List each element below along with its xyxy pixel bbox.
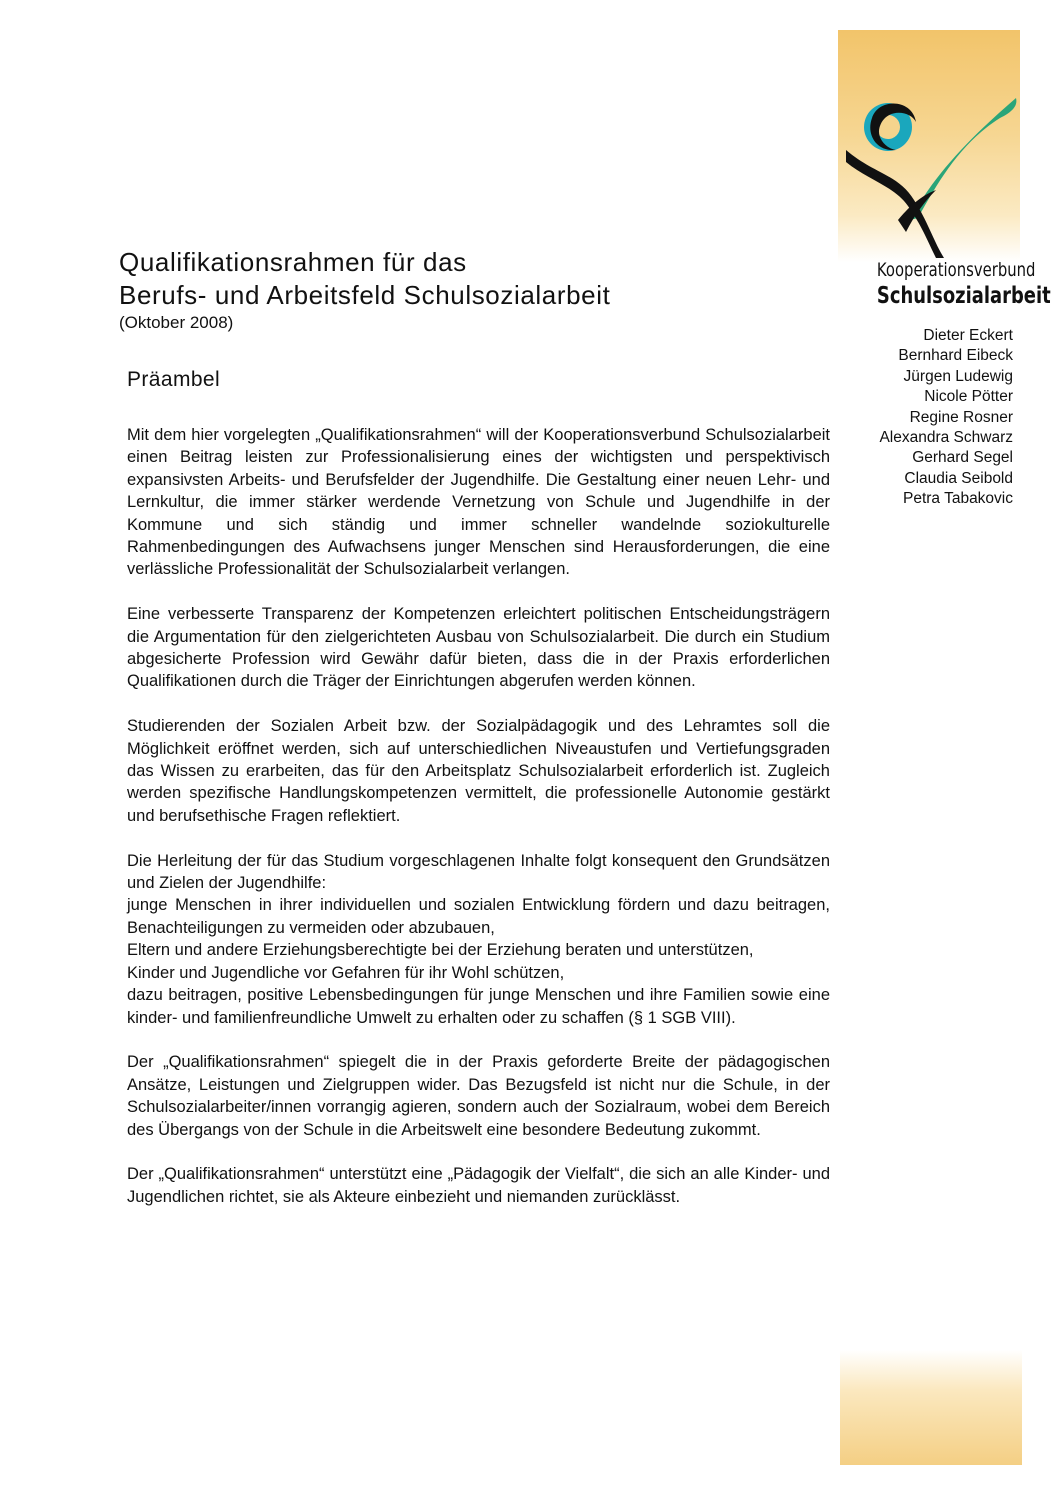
goal-item: junge Menschen in ihrer individuellen und sozialen Entwicklung fördern und dazu beitragen, Benachteiligungen zu vermeiden oder abzubauen, <box>127 896 830 937</box>
author-name: Nicole Pötter <box>924 388 1013 406</box>
brand-line-kooperationsverbund: Kooperationsverbund <box>876 259 1036 281</box>
goal-item: dazu beitragen, positive Lebensbedingungen für junge Menschen und ihre Familien sowie eine kinder- und familienfreundliche Umwelt zu erhalten oder zu schaffen (§ 1 SGB VIII). <box>127 986 830 1027</box>
footer-background-band <box>840 1350 1022 1465</box>
document-date: (Oktober 2008) <box>119 313 234 332</box>
author-list <box>832 326 1013 510</box>
document-body <box>127 424 830 1231</box>
author-name: Dieter Eckert <box>923 327 1013 344</box>
author-name: Alexandra Schwarz <box>879 429 1013 447</box>
goals-intro: Die Herleitung der für das Studium vorgeschlagenen Inhalte folgt konsequent den Grundsätzen und Zielen der Jugendhilfe: <box>127 851 830 893</box>
author-name: Bernhard Eibeck <box>898 347 1013 365</box>
brand-line-schulsozialarbeit: Schulsozialarbeit <box>876 283 1051 309</box>
paragraph: Der „Qualifikationsrahmen“ spiegelt die in der Praxis geforderte Breite der pädagogischen Ansätze, Leistungen und Zielgruppen wider. Das Bezugsfeld ist nicht nur die Schule, in der Schulsozialarbeiter/innen vorrangig agieren, sondern auch der Sozialraum, wobei dem Bereich des Übergangs von der Schule in die Arbeitswelt eine besondere Bedeutung zukommt. <box>127 1053 830 1139</box>
document-title <box>119 246 610 312</box>
paragraph: Der „Qualifikationsrahmen“ unterstützt eine „Pädagogik der Vielfalt“, die sich an alle Kinder- und Jugendlichen richtet, sie als Akteure einbezieht und niemanden zurücklässt. <box>127 1165 830 1206</box>
author-name: Regine Rosner <box>909 408 1013 426</box>
section-heading: Präambel <box>127 368 221 391</box>
author-name: Petra Tabakovic <box>903 490 1013 508</box>
paragraph: Studierenden der Sozialen Arbeit bzw. der Sozialpädagogik und des Lehramtes soll die Möglichkeit eröffnet werden, sich auf unterschiedlichen Niveaustufen und Vertiefungsgraden das Wissen zu erarbeiten, das für den Arbeitsplatz Schulsozialarbeit erforderlich ist. Zugleich werden spezifische Handlungskompetenzen vermittelt, die professionelle Autonomie gestärkt und berufsethische Fragen reflektiert. <box>127 717 830 825</box>
figure-swirl-icon <box>840 70 1020 260</box>
author-name: Gerhard Segel <box>912 449 1013 467</box>
author-name: Claudia Seibold <box>904 469 1013 487</box>
title-line-1: Qualifikationsrahmen für das <box>119 247 467 277</box>
paragraph: Eine verbesserte Transparenz der Kompetenzen erleichtert politischen Entscheidungsträgern die Argumentation für den zielgerichteten Ausbau von Schulsozialarbeit. Die durch ein Studium abgesicherte Profession wird Gewähr dafür bieten, dass die in der Praxis erforderlichen Qualifikationen durch die Träger der Einrichtungen abgerufen werden können. <box>127 605 830 691</box>
author-name: Jürgen Ludewig <box>903 367 1013 385</box>
goal-item: Eltern und andere Erziehungsberechtigte bei der Erziehung beraten und unterstützen, <box>127 941 754 960</box>
goals-block <box>127 850 830 1029</box>
paragraph: Mit dem hier vorgelegten „Qualifikationsrahmen“ will der Kooperationsverbund Schulsozialarbeit einen Beitrag leisten zur Professionalisierung eines der wichtigsten und perspektivisch expansivsten Arbeits- und Berufsfelder der Jugendhilfe. Die Gestaltung einer neuen Lehr- und Lernkultur, die immer stärker werdende Vernetzung von Schule und Jugendhilfe in der Kommune und sich ständig und immer schneller wandelnde soziokulturelle Rahmenbedingungen des Aufwachsens junger Menschen sind Herausforderungen, die eine verlässliche Professionalität der Schulsozialarbeit verlangen. <box>127 426 830 579</box>
goal-item: Kinder und Jugendliche vor Gefahren für ihr Wohl schützen, <box>127 963 565 982</box>
title-line-2: Berufs- und Arbeitsfeld Schulsozialarbeit <box>119 280 611 310</box>
